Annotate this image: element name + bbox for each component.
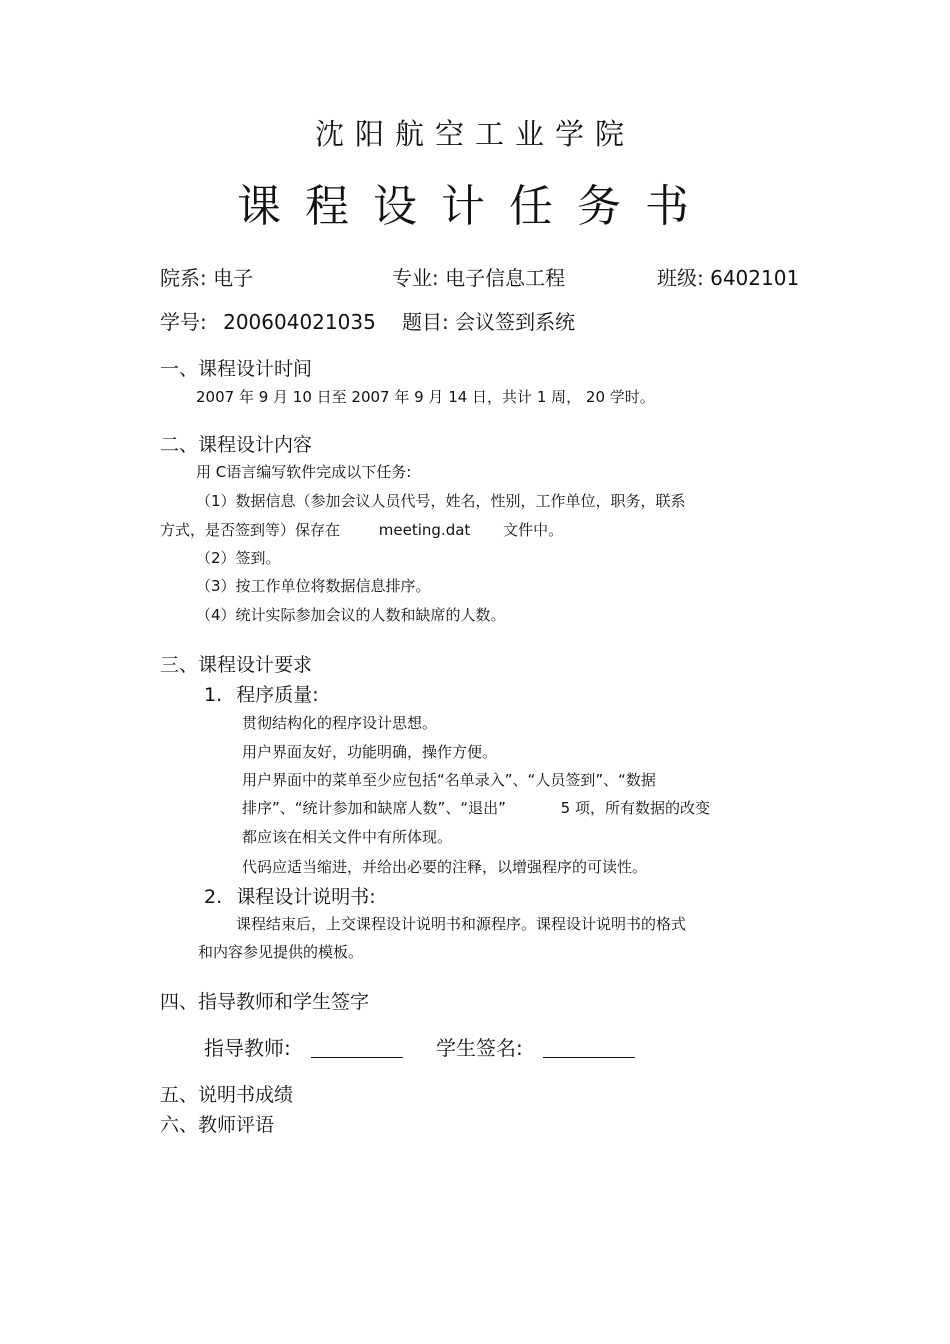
topic-value: 会议签到系统 (455, 310, 576, 334)
class-value: 6402101 (710, 266, 800, 290)
sub2-heading (204, 888, 376, 907)
department-field (160, 268, 253, 288)
section5-heading: 五、说明书成绩 (160, 1084, 294, 1106)
document-title: 课程设计任务书 (237, 181, 713, 232)
sub2-title: 课程设计说明书: (236, 886, 376, 908)
student-signature-label: 学生签名: (436, 1036, 523, 1060)
major-field (392, 268, 565, 288)
class-field (657, 268, 799, 288)
item1-line2-start: 方式，是否签到等）保存在 (160, 521, 341, 539)
teacher-signature-line[interactable] (311, 1039, 403, 1058)
sub1-line5: 都应该在相关文件中有所体现。 (242, 828, 453, 846)
student-id-value: 200604021035 (223, 310, 376, 334)
section2-intro: 用 C语言编写软件完成以下任务: (196, 463, 412, 481)
sub1-line1: 贯彻结构化的程序设计思想。 (242, 714, 438, 732)
sub2-number: 2. (204, 886, 223, 908)
student-id-label: 学号: (160, 310, 207, 334)
major-label: 专业: (392, 266, 439, 290)
class-label: 班级: (657, 266, 704, 290)
topic-label: 题目: (402, 310, 449, 334)
sub1-line3: 用户界面中的菜单至少应包括“名单录入”、“人员签到”、“数据 (242, 771, 656, 789)
section1-text: 2007 年 9 月 10 日至 2007 年 9 月 14 日，共计 1 周， 20 学时。 (196, 388, 655, 406)
sub1-title: 程序质量: (236, 684, 319, 706)
section4-heading: 四、指导教师和学生签字 (160, 991, 370, 1013)
section6-heading: 六、教师评语 (160, 1114, 275, 1136)
teacher-signature-label: 指导教师: (204, 1036, 291, 1060)
school-name: 沈阳航空工业学院 (314, 117, 635, 151)
department-value: 电子 (213, 266, 254, 290)
major-value: 电子信息工程 (445, 266, 566, 290)
topic-field (402, 312, 575, 332)
sub2-line2: 和内容参见提供的模板。 (198, 943, 364, 961)
student-id-field (160, 312, 376, 332)
sub2-line1: 课程结束后，上交课程设计说明书和源程序。课程设计说明书的格式 (236, 915, 687, 933)
sub1-line4-start: 排序”、“统计参加和缺席人数”、“退出” (242, 799, 506, 817)
teacher-signature-field (204, 1038, 403, 1058)
sub1-line4-end: 5 项，所有数据的改变 (560, 799, 710, 817)
section2-item3: （3）按工作单位将数据信息排序。 (196, 577, 431, 595)
sub1-line4 (242, 801, 710, 816)
item1-line2-end: 文件中。 (503, 521, 564, 539)
meeting-file-name: meeting.dat (378, 521, 471, 539)
student-signature-line[interactable] (543, 1039, 635, 1058)
section2-item1-line1: （1）数据信息（参加会议人员代号，姓名，性别，工作单位，职务，联系 (196, 492, 686, 510)
section2-item1-line2 (160, 523, 563, 538)
sub1-heading (204, 686, 319, 705)
section3-heading: 三、课程设计要求 (160, 654, 313, 676)
section2-item2: （2）签到。 (196, 549, 281, 567)
section2-item4: （4）统计实际参加会议的人数和缺席的人数。 (196, 606, 506, 624)
sub1-line2: 用户界面友好，功能明确，操作方便。 (242, 743, 498, 761)
sub1-line6: 代码应适当缩进，并给出必要的注释，以增强程序的可读性。 (242, 858, 648, 876)
sub1-number: 1. (204, 684, 223, 706)
student-signature-field (436, 1038, 635, 1058)
section1-heading: 一、课程设计时间 (160, 358, 313, 380)
section2-heading: 二、课程设计内容 (160, 434, 313, 456)
department-label: 院系: (160, 266, 207, 290)
